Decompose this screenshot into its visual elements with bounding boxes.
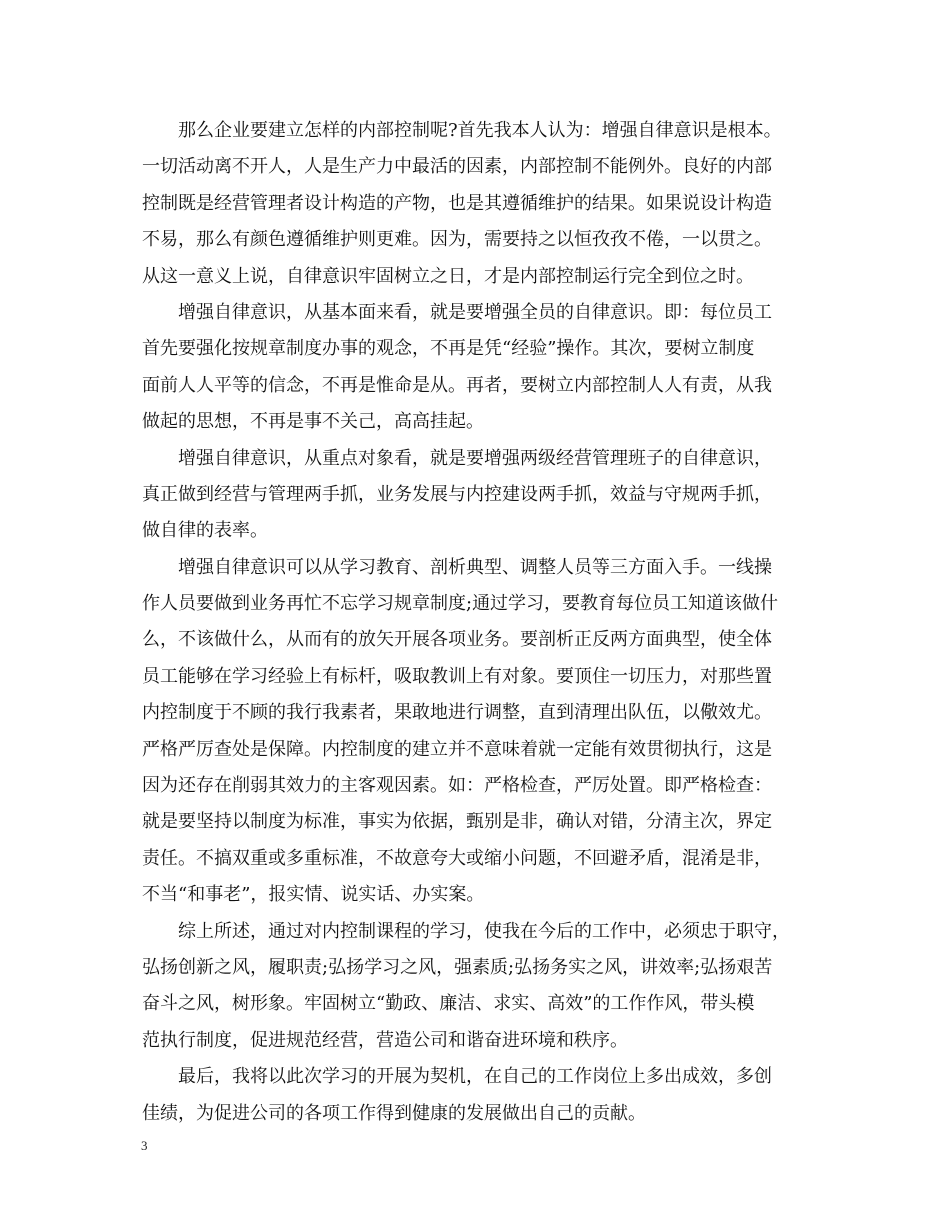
text-line: 范执行制度，促进规范经营，营造公司和谐奋进环境和秩序。 — [142, 1029, 628, 1051]
text-line: 最后，我将以此次学习的开展为契机，在自己的工作岗位上多出成效，多创 — [178, 1066, 772, 1088]
text-line: 作人员要做到业务再忙不忘学习规章制度;通过学习，要教育每位员工知道该做什 — [142, 593, 779, 615]
text-line: 增强自律意识，从基本面来看，就是要增强全员的自律意识。即：每位员工 — [178, 301, 772, 323]
text-line: 内控制度于不顾的我行我素者，果敢地进行调整，直到清理出队伍，以儆效尤。 — [142, 702, 772, 724]
text-line: 不当“和事老”，报实情、说实话、办实案。 — [142, 884, 485, 906]
text-line: 佳绩，为促进公司的各项工作得到健康的发展做出自己的贡献。 — [142, 1102, 646, 1124]
text-line: 做自律的表率。 — [142, 520, 268, 542]
text-line: 从这一意义上说，自律意识牢固树立之日，才是内部控制运行完全到位之时。 — [142, 265, 754, 287]
text-line: 严格严厉查处是保障。内控制度的建立并不意味着就一定能有效贯彻执行，这是 — [142, 738, 772, 760]
text-line: 因为还存在削弱其效力的主客观因素。如：严格检查，严厉处置。即严格检查： — [142, 775, 772, 797]
text-line: 控制既是经营管理者设计构造的产物，也是其遵循维护的结果。如果说设计构造 — [142, 192, 772, 214]
text-line: 员工能够在学习经验上有标杆，吸取教训上有对象。要顶住一切压力，对那些置 — [142, 665, 772, 687]
text-line: 责任。不搞双重或多重标准，不故意夸大或缩小问题，不回避矛盾，混淆是非， — [142, 847, 772, 869]
text-line: 真正做到经营与管理两手抓，业务发展与内控建设两手抓，效益与守规两手抓， — [142, 483, 772, 505]
text-line: 首先要强化按规章制度办事的观念，不再是凭“经验”操作。其次，要树立制度 — [142, 338, 755, 360]
text-line: 弘扬创新之风，履职责;弘扬学习之风，强素质;弘扬务实之风，讲效率;弘扬艰苦 — [142, 956, 773, 978]
document-body — [142, 113, 814, 1132]
text-line: 综上所述，通过对内控制课程的学习，使我在今后的工作中，必须忠于职守， — [178, 920, 790, 942]
text-line: 面前人人平等的信念，不再是惟命是从。再者，要树立内部控制人人有责，从我 — [142, 374, 772, 396]
text-line: 做起的思想，不再是事不关己，高高挂起。 — [142, 411, 484, 433]
text-line: 增强自律意识可以从学习教育、剖析典型、调整人员等三方面入手。一线操 — [178, 556, 772, 578]
text-line: 增强自律意识，从重点对象看，就是要增强两级经营管理班子的自律意识， — [178, 447, 772, 469]
text-line: 就是要坚持以制度为标准，事实为依据，甄别是非，确认对错，分清主次，界定 — [142, 811, 772, 833]
text-line: 奋斗之风，树形象。牢固树立“勤政、廉洁、求实、高效”的工作作风，带头模 — [142, 993, 755, 1015]
page-number: 3 — [141, 1138, 148, 1153]
text-line: 不易，那么有颜色遵循维护则更难。因为，需要持之以恒孜孜不倦，一以贯之。 — [142, 229, 772, 251]
text-line: 么，不该做什么，从而有的放矢开展各项业务。要剖析正反两方面典型，使全体 — [142, 629, 772, 651]
text-line: 一切活动离不开人，人是生产力中最活的因素，内部控制不能例外。良好的内部 — [142, 156, 772, 178]
text-line: 那么企业要建立怎样的内部控制呢?首先我本人认为：增强自律意识是根本。 — [178, 120, 782, 141]
